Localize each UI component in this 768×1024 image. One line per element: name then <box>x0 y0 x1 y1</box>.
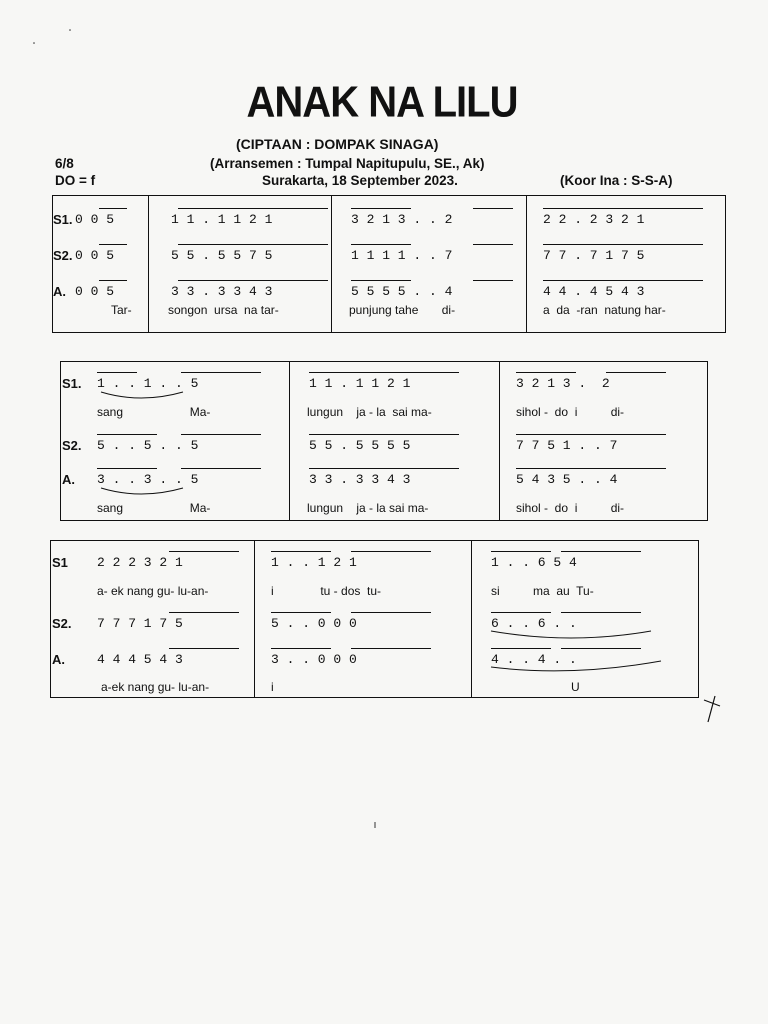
arranger-credit: (Arransemen : Tumpal Napitupulu, SE., Ak) <box>210 156 485 171</box>
lyric-m3: punjung tahe di- <box>349 303 456 317</box>
score-system-1 <box>52 195 726 333</box>
notes-s1-m3: 1 . . 6 5 4 <box>491 555 577 570</box>
composer-credit: (CIPTAAN : DOMPAK SINAGA) <box>236 136 439 152</box>
barline <box>331 196 332 332</box>
song-title: ANAK NA LILU <box>246 77 518 127</box>
lyric-line-1-m3: si ma au Tu- <box>491 584 594 598</box>
beam <box>473 280 513 281</box>
notes-s2-m2: 5 5 . 5 5 7 5 <box>171 248 273 263</box>
notes-a-m3: 4 . . 4 . . <box>491 652 577 667</box>
notes-a-m2: 3 3 . 3 3 4 3 <box>171 284 273 299</box>
lyric-line-2-m2: lungun ja - la sai ma- <box>307 501 429 515</box>
notes-s2-m1: 7 7 7 1 7 5 <box>97 616 183 631</box>
beam <box>543 244 703 245</box>
notes-s2-m2: 5 5 . 5 5 5 5 <box>309 438 411 453</box>
score-system-3 <box>50 540 699 698</box>
place-date: Surakarta, 18 September 2023. <box>262 173 458 188</box>
notes-a-m1: 0 0 5 <box>75 284 115 299</box>
lyric-line-2-m3: U <box>571 680 580 694</box>
notes-s1-m2: 1 1 . 1 1 2 1 <box>309 376 411 391</box>
lyric-line-1-m3: sihol - do i di- <box>516 405 625 419</box>
notes-a-m4: 4 4 . 4 5 4 3 <box>543 284 645 299</box>
notes-a-m1: 4 4 4 5 4 3 <box>97 652 183 667</box>
voice-label-a: A. <box>52 652 65 667</box>
barline <box>526 196 527 332</box>
time-signature: 6/8 <box>55 156 74 171</box>
beam <box>178 244 328 245</box>
lyric-m2: songon ursa na tar- <box>168 303 279 317</box>
notes-s2-m1: 0 0 5 <box>75 248 115 263</box>
notes-a-m3: 5 5 5 5 . . 4 <box>351 284 453 299</box>
voice-label-s2: S2. <box>62 438 82 453</box>
slur-marks <box>51 541 698 697</box>
lyric-m1: Tar- <box>111 303 132 317</box>
notes-s2-m3: 7 7 5 1 . . 7 <box>516 438 618 453</box>
notes-a-m1: 3 . . 3 . . 5 <box>97 472 199 487</box>
key-signature: DO = f <box>55 173 96 188</box>
notes-s1-m2: 1 . . 1 2 1 <box>271 555 357 570</box>
notes-s1-m1: 0 0 5 <box>75 212 115 227</box>
notes-s1-m3: 3 2 1 3 . 2 <box>516 376 610 391</box>
score-system-2 <box>60 361 708 521</box>
beam <box>543 208 703 209</box>
beam <box>351 208 411 209</box>
lyric-line-2-m1: sang Ma- <box>97 501 211 515</box>
beam <box>178 208 328 209</box>
lyric-line-2-m3: sihol - do i di- <box>516 501 625 515</box>
notes-s1-m4: 2 2 . 2 3 2 1 <box>543 212 645 227</box>
barline <box>148 196 149 332</box>
beam <box>473 244 513 245</box>
beam <box>543 280 703 281</box>
notes-a-m2: 3 . . 0 0 0 <box>271 652 357 667</box>
voice-label-a: A. <box>53 284 66 299</box>
notes-s1-m1: 2 2 2 3 2 1 <box>97 555 183 570</box>
notes-s2-m3: 6 . . 6 . . <box>491 616 577 631</box>
notes-s2-m4: 7 7 . 7 1 7 5 <box>543 248 645 263</box>
voice-label-a: A. <box>62 472 75 487</box>
notes-s1-m2: 1 1 . 1 1 2 1 <box>171 212 273 227</box>
lyric-line-1-m1: sang Ma- <box>97 405 211 419</box>
lyric-line-1-m2: lungun ja - la sai ma- <box>307 405 432 419</box>
voice-label-s2: S2. <box>52 616 72 631</box>
beam <box>351 280 411 281</box>
beam <box>351 244 411 245</box>
beam <box>473 208 513 209</box>
notes-s1-m3: 3 2 1 3 . . 2 <box>351 212 453 227</box>
choir-type: (Koor Ina : S-S-A) <box>560 173 673 188</box>
voice-label-s1: S1. <box>53 212 73 227</box>
notes-a-m2: 3 3 . 3 3 4 3 <box>309 472 411 487</box>
voice-label-s2: S2. <box>53 248 73 263</box>
slur-marks <box>61 362 707 520</box>
notes-s2-m3: 1 1 1 1 . . 7 <box>351 248 453 263</box>
notes-s2-m1: 5 . . 5 . . 5 <box>97 438 199 453</box>
beam <box>99 208 127 209</box>
lyric-line-1-m2: i tu - dos tu- <box>271 584 382 598</box>
notes-s1-m1: 1 . . 1 . . 5 <box>97 376 199 391</box>
lyric-m4: a da -ran natung har- <box>543 303 666 317</box>
lyric-line-2-m2: i <box>271 680 274 694</box>
voice-label-s1: S1. <box>62 376 82 391</box>
lyric-line-2-m1: a-ek nang gu- lu-an- <box>101 680 210 694</box>
beam <box>99 280 127 281</box>
beam <box>178 280 328 281</box>
beam <box>99 244 127 245</box>
notes-a-m3: 5 4 3 5 . . 4 <box>516 472 618 487</box>
notes-s2-m2: 5 . . 0 0 0 <box>271 616 357 631</box>
voice-label-s1: S1 <box>52 555 68 570</box>
lyric-line-1-m1: a- ek nang gu- lu-an- <box>97 584 209 598</box>
